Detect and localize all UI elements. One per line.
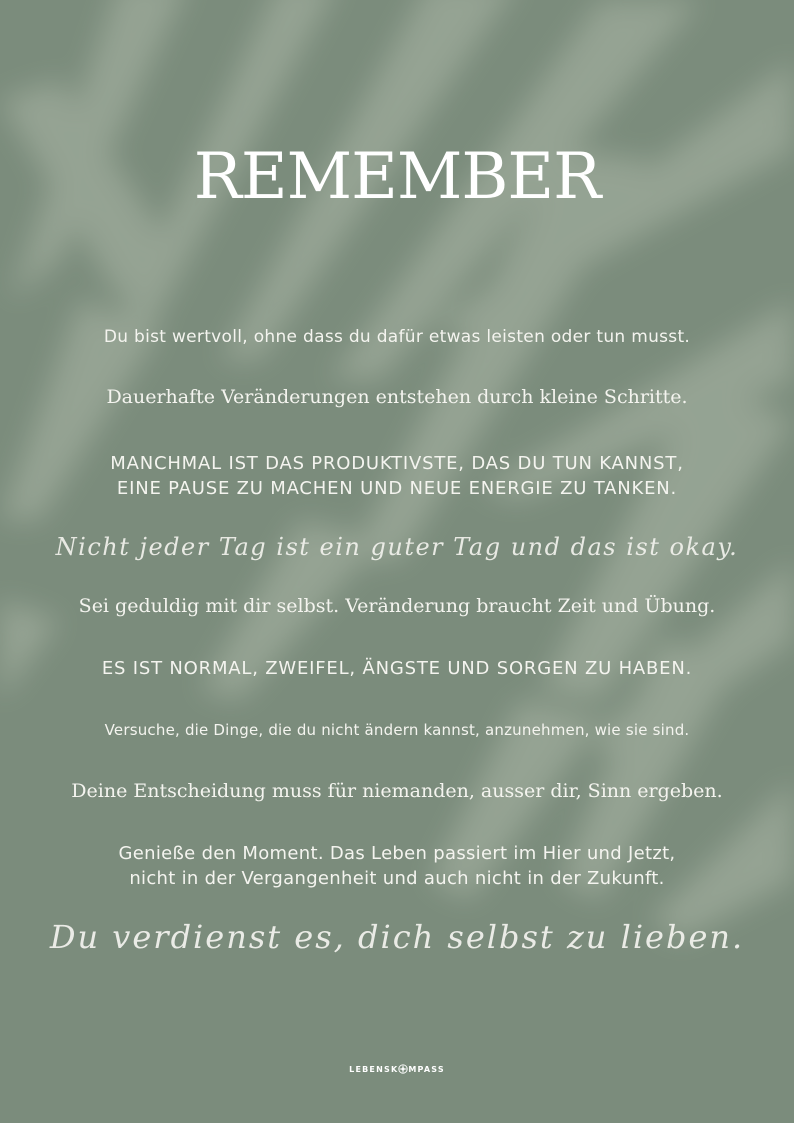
brand-logo [0,1064,794,1074]
affirmation-8: Deine Entscheidung muss für niemanden, ausser dir, Sinn ergeben. [71,780,723,802]
poster-title: REMEMBER [193,140,601,214]
logo-text-right: MPASS [408,1065,445,1074]
affirmation-10: Du verdienst es, dich selbst zu lieben. [49,918,745,956]
affirmation-4: Nicht jeder Tag ist ein guter Tag und das ist okay. [55,533,739,561]
affirmation-3-line-2: EINE PAUSE ZU MACHEN UND NEUE ENERGIE ZU TANKEN. [116,478,678,499]
logo-text-left: LEBENSK [349,1065,399,1074]
affirmation-1: Du bist wertvoll, ohne dass du dafür etwas leisten oder tun musst. [103,327,691,347]
affirmation-9-line-2: nicht in der Vergangenheit und auch nicht in der Zukunft. [129,868,665,889]
affirmation-7: Versuche, die Dinge, die du nicht ändern kannst, anzunehmen, wie sie sind. [104,721,690,739]
affirmation-6: ES IST NORMAL, ZWEIFEL, ÄNGSTE UND SORGEN ZU HABEN. [101,658,693,679]
affirmation-5: Sei geduldig mit dir selbst. Veränderung braucht Zeit und Übung. [78,595,716,617]
affirmation-2: Dauerhafte Veränderungen entstehen durch kleine Schritte. [106,386,688,408]
affirmation-3-line-1: MANCHMAL IST DAS PRODUKTIVSTE, DAS DU TUN KANNST, [110,453,684,474]
affirmation-9-line-1: Genieße den Moment. Das Leben passiert im Hier und Jetzt, [118,843,676,864]
compass-icon [398,1064,408,1074]
